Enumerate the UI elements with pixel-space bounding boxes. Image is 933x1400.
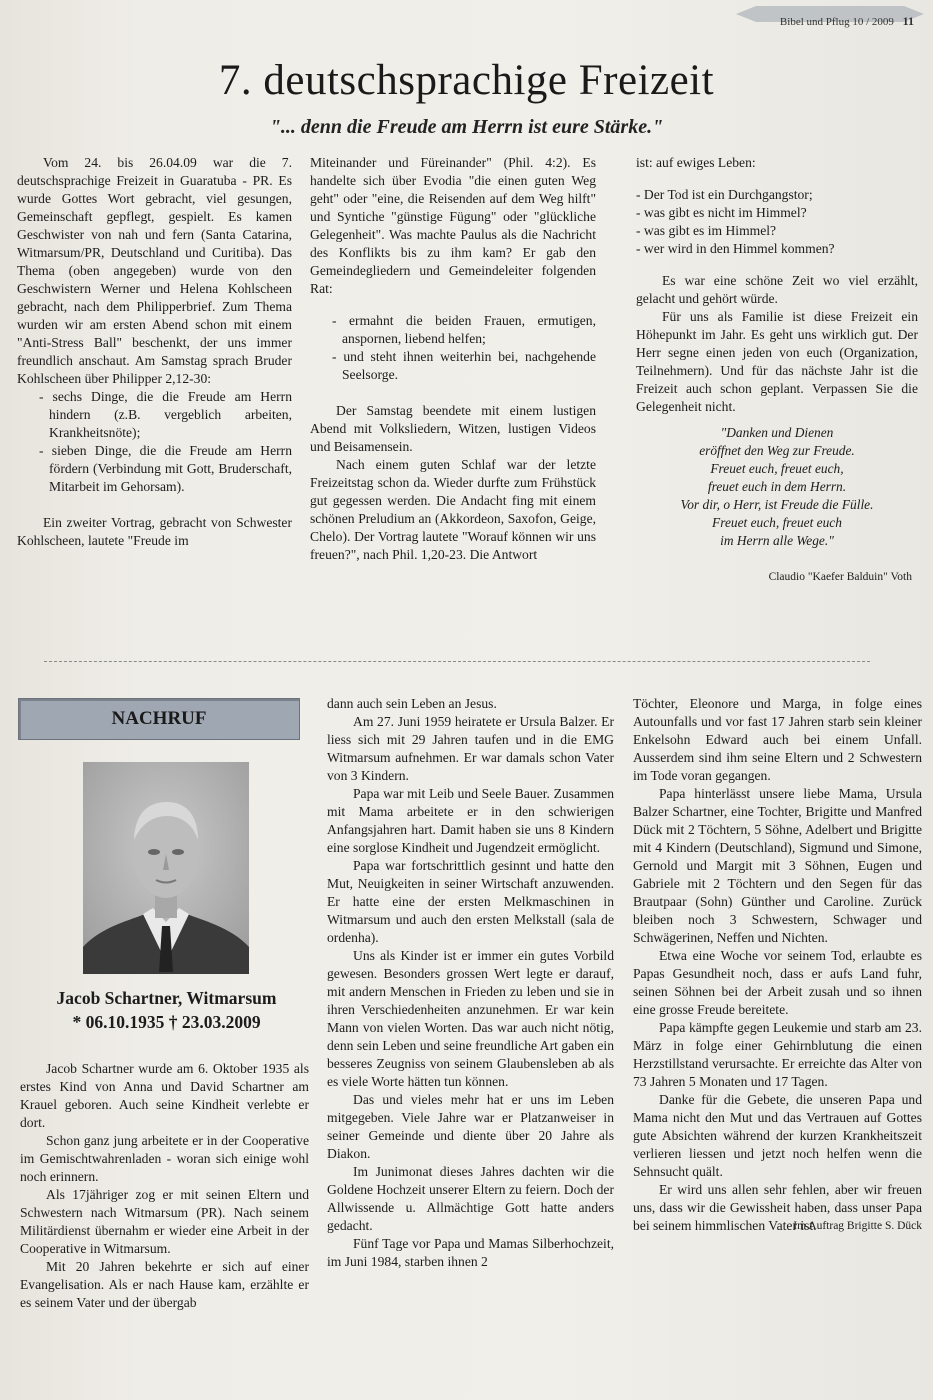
- paragraph: Papa war mit Leib und Seele Bauer. Zusammen mit Mama arbeitete er in den schwierigen Anfangsjahren hart. Damit haben sie uns 8 Kindern eine sorglose Kindheit und Jugendzeit ermöglicht.: [327, 786, 614, 855]
- list-item: - was gibt es im Himmel?: [636, 223, 777, 238]
- paragraph: Papa hinterlässt unsere liebe Mama, Ursula Balzer Schartner, eine Tochter, Brigitte und Manfred Dück mit 2 Töchtern, 5 Söhne, Adelbert und Brigitte mit 4 Kindern (Deutschland), Sigmund und Simone, Gernold und Margit mit 3 Söhnen, Eugen und Gabriele mit 2 Töchtern und den Segen für das Brautpaar (Sohn) Günther und Caroline. Zurück bleiben noch 3 Schwestern, Schwager und Schwägerinen, Neffen und Nichten.: [633, 786, 922, 945]
- paragraph: Es war eine schöne Zeit wo viel erzählt, gelacht und gehört würde.: [636, 273, 918, 306]
- quote-line: Vor dir, o Herr, ist Freude die Fülle.: [680, 497, 874, 512]
- paragraph: Der Samstag beendete mit einem lustigen Abend mit Volksliedern, Witzen, lustigen Videos und Beisamensein.: [310, 403, 596, 454]
- page-header: [736, 6, 924, 28]
- list-item: - Der Tod ist ein Durchgangstor;: [636, 187, 813, 202]
- deceased-name: Jacob Schartner, Witmarsum: [56, 988, 277, 1008]
- quote-line: "Danken und Dienen: [720, 425, 834, 440]
- paragraph: Am 27. Juni 1959 heiratete er Ursula Balzer. Er liess sich mit 29 Jahren taufen und in die EMG Witmarsum aufnehmen. Er war damals schon Vater von 3 Kindern.: [327, 714, 614, 783]
- paragraph: Nach einem guten Schlaf war der letzte Freizeitstag schon da. Wieder durfte zum Frühstück gut gegessen werden. Die Andacht fing mit einem schönen Preludium an (Akkordeon, Saxofon, Geige, Chelo). Der Vortrag lautete "Worauf können wir uns freuen?", nach Phil. 1,20-23. Die Antwort: [310, 457, 596, 562]
- list-item: - wer wird in den Himmel kommen?: [636, 241, 835, 256]
- life-dates: * 06.10.1935 † 23.03.2009: [72, 1012, 261, 1032]
- quote-line: Freuet euch, freuet euch: [712, 515, 842, 530]
- quote-line: eröffnet den Weg zur Freude.: [699, 443, 855, 458]
- paragraph: Als 17jähriger zog er mit seinen Eltern und Schwestern nach Witmarsum (PR). Nach seinem Militärdienst übernahm er wieder eine Arbeit in der Cooperative in Witmarsum.: [20, 1187, 309, 1256]
- bullet-item: - ermahnt die beiden Frauen, ermutigen, anspornen, liebend helfen;: [332, 313, 596, 346]
- portrait-photo: [83, 762, 249, 974]
- paragraph: Jacob Schartner wurde am 6. Oktober 1935 als erstes Kind von Anna und David Schartner am Krauel geboren. Auch seine Kindheit verlebte er dort.: [20, 1061, 309, 1130]
- article-column-1: [17, 154, 292, 550]
- list-item: - was gibt es nicht im Himmel?: [636, 205, 807, 220]
- paragraph: Papa war fortschrittlich gesinnt und hatte den Mut, Neuigkeiten in seiner Wirtschaft anzuwenden. Er hatte eine der ersten Melkmaschinen in Witmarsum und auch den ersten Melkstall (sala de ordenha).: [327, 858, 614, 945]
- quote-line: freuet euch in dem Herrn.: [707, 479, 847, 494]
- obituary-column-3: [633, 695, 922, 1235]
- portrait-illustration: [83, 762, 249, 974]
- question-list: [636, 186, 918, 258]
- paragraph: ist: auf ewiges Leben:: [636, 155, 756, 170]
- article-column-2: [310, 154, 596, 564]
- quote-line: im Herrn alle Wege.": [720, 533, 834, 548]
- page-number: 11: [902, 14, 914, 28]
- paragraph: Für uns als Familie ist diese Freizeit ein Höhepunkt im Jahr. Es geht uns wirklich gut. Der Herr segne einen jeden von euch (Organization, Teilnehmern). Und für das nächste Jahr ist die Freizeit auch schon geplant. Verpassen Sie die Gelegenheit nicht.: [636, 309, 918, 414]
- paragraph: Im Junimonat dieses Jahres dachten wir die Goldene Hochzeit unserer Eltern zu feiern. Doch der Allwissende u. Allmächtige Gott hatte anders gedacht.: [327, 1164, 614, 1233]
- paragraph: Er wird uns allen sehr fehlen, aber wir freuen uns, dass wir die Gewissheit haben, dass unser Papa bei seinem himmlischen Vater ist.: [633, 1182, 922, 1233]
- quote-line: Freuet euch, freuet euch,: [710, 461, 844, 476]
- paragraph: Töchter, Eleonore und Marga, in folge eines Autounfalls und vor fast 17 Jahren starb sein kleiner Enkelsohn Edward auch bei einem Unfall. Ausserdem sind ihm seine Eltern und 2 Schwestern im Tode voran gegangen.: [633, 696, 922, 783]
- paragraph: Etwa eine Woche vor seinem Tod, erlaubte es Papas Gesundheit noch, dass er aufs Land fuhr, seinen Söhnen bei der Arbeit zusah und so ihnen eine grosse Freude bereitete.: [633, 948, 922, 1017]
- header-text: [780, 14, 914, 29]
- paragraph: Mit 20 Jahren bekehrte er sich auf einer Evangelisation. Als er nach Hause kam, erzählte er es seinem Vater und der übergab: [20, 1259, 309, 1310]
- obituary-column-2: [327, 695, 614, 1271]
- issue-number: 10 / 2009: [852, 16, 894, 28]
- obituary-heading: NACHRUF: [18, 698, 300, 740]
- paragraph: Danke für die Gebete, die unseren Papa und Mama nicht den Mut und das Vertrauen auf Gottes gute Absichten während der kurzen Krankheitszeit verlieren liessen und jetzt noch helfen wenn die Sehnsucht quält.: [633, 1092, 922, 1179]
- bullet-item: - sieben Dinge, die die Freude am Herrn fördern (Verbindung mit Gott, Bruderschaft, Mitarbeit im Gehorsam).: [39, 443, 292, 494]
- article-column-3: [636, 154, 918, 586]
- paragraph: Ein zweiter Vortrag, gebracht von Schwester Kohlscheen, lautete "Freude im: [17, 515, 292, 548]
- paragraph: Uns als Kinder ist er immer ein gutes Vorbild gewesen. Besonders grossen Wert legte er darauf, mit andern Menschen in Frieden zu leben und sie in ihren Verschiedenheiten anzunehmen. Er war kein Mann von vielen Worten. Das war auch nicht nötig, denn sein Leben und seine freundliche Art gaben ein besseres Zeugniss von seinem Glaubensleben ab als es viele Worte hätten tun können.: [327, 948, 614, 1089]
- obituary-signature: Im Auftrag Brigitte S. Dück: [793, 1220, 922, 1232]
- bullet-item: - und steht ihnen weiterhin bei, nachgehende Seelsorge.: [332, 349, 596, 382]
- article-title: 7. deutschsprachige Freizeit: [218, 57, 715, 104]
- paragraph: Fünf Tage vor Papa und Mamas Silberhochzeit, im Juni 1984, starben ihnen 2: [327, 1236, 614, 1269]
- closing-quote: [636, 424, 918, 550]
- obituary-column-1: [20, 1060, 309, 1312]
- paragraph: Schon ganz jung arbeitete er in der Cooperative im Gemischtwahrenladen - woran sich einige wohl noch erinnern.: [20, 1133, 309, 1184]
- paragraph: Papa kämpfte gegen Leukemie und starb am 23. März in folge einer Gehirnblutung die einen Herzstillstand verursachte. Er erreichte das Alter von 73 Jahren 5 Monaten und 17 Tagen.: [633, 1020, 922, 1089]
- section-divider: [44, 661, 870, 662]
- paragraph: Miteinander und Füreinander" (Phil. 4:2). Es handelte sich über Evodia "die einen guten Weg geht" oder "eine, die Reisenden auf dem Weg hilft" und Syntiche "günstige Fügung" oder "glückliche Gelegenheit". Was machte Paulus als die Nachricht des Konflikts bis zu ihm kam? Er gab den Gemeindegliedern und Gemeindeleiter folgenden Rat:: [310, 155, 596, 296]
- bullet-item: - sechs Dinge, die die Freude am Herrn hindern (z.B. vergeblich arbeiten, Krankheitsnöte);: [39, 389, 292, 440]
- journal-name: Bibel und Pflug: [779, 16, 850, 28]
- paragraph: dann auch sein Leben an Jesus.: [327, 696, 497, 711]
- article-subtitle: "... denn die Freude am Herrn ist eure Stärke.": [269, 116, 664, 138]
- paragraph: Vom 24. bis 26.04.09 war die 7. deutschsprachige Freizeit in Guaratuba - PR. Es wurde Gottes Wort gebracht, viel gesungen, Gemeinschaft gepflegt, gespielt. Es kamen Geschwister von nah und fern (Santa Catarina, Witmarsum/PR, Deutschland und Curitiba). Das Thema (oben angegeben) wurde von den Geschwistern Werner und Helena Kohlscheen gebracht, nach dem Philipperbrief. Zum Thema wurden wir am ersten Abend schon mit einem "Anti-Stress Ball" beschenkt, der uns immer freundlich anschaut. Am Samstag sprach Bruder Kohlscheen über Philipper 2,12-30:: [17, 155, 292, 386]
- article-signature: Claudio "Kaefer Balduin" Voth: [768, 571, 912, 583]
- paragraph: Das und vieles mehr hat er uns im Leben mitgegeben. Viele Jahre war er Platzanweiser in seiner Gemeinde und diente über 20 Jahre als Diakon.: [327, 1092, 614, 1161]
